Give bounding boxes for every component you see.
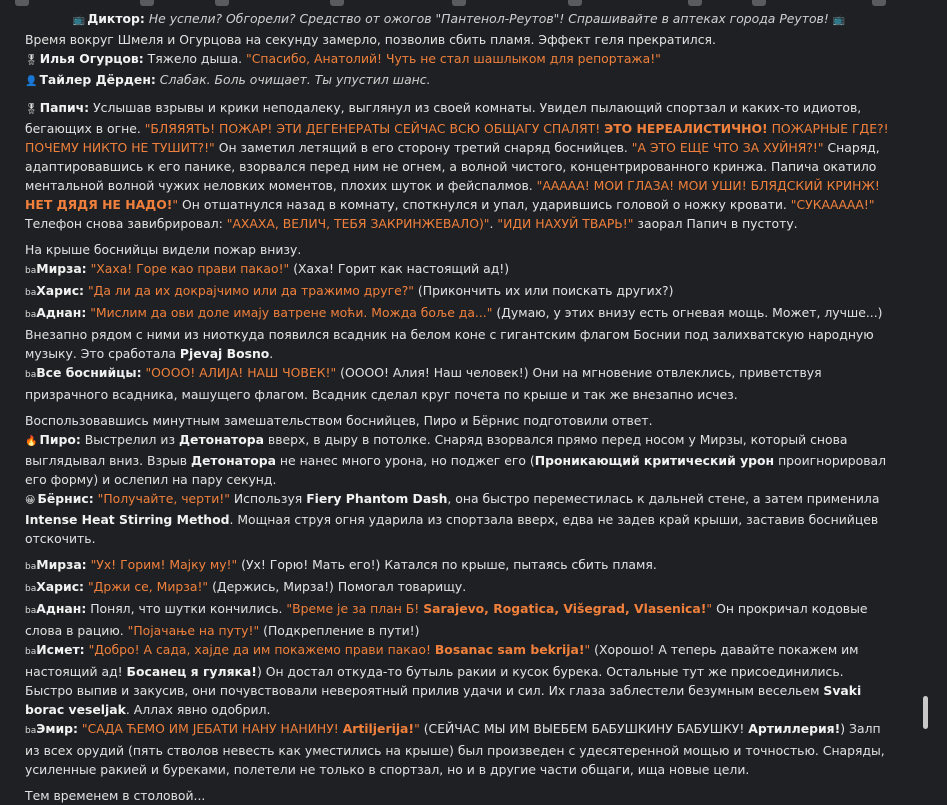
dialogue-line: baХарис: "Да ли да их докрајчимо или да тражимо друге?" (Прикончить их или поискать других?) [25, 283, 674, 298]
message-content [25, 9, 895, 805]
dialogue-line: baАднан: "Мислим да ови доле имају ватрене моћи. Можда боље да..." (Думаю, у этих внизу есть огневая мощь. Может, лучше...) [25, 305, 883, 320]
dialogue-line: baЭмир: "САДА ЋЕМО ИМ ЈЕБАТИ НАНУ НАНИНУ! Artiljerija!" (СЕЙЧАС МЫ ИМ ВЫЕБЕМ БАБУШКИНУ БАБУШКУ! Артиллерия!) Залп из всех орудий (пять стволов невесть как уместились на крыше) был произведен с удесятеренной мощью и точностью. Снаряды, усиленные ракией и буреками, полетели не только в спортзал, но и в другие части общаги, ища новые цели. [25, 721, 885, 777]
narration: Внезапно рядом с ними из ниоткуда появился всадник на белом коне с гигантским флагом Боснии под залихватскую народную музыку. Это сработала Pjevaj Bosno. [25, 327, 874, 361]
fire-icon: 🔥 [25, 436, 38, 447]
speaker-name: Аднан: [36, 305, 87, 320]
speaker-name: Аднан: [36, 601, 87, 616]
dialogue-line: baИсмет: "Добро! А сада, хајде да им покажемо прави пакао! Bosanac sam bekrija!" (Хорошо! А теперь давайте покажем им настоящий ад! Босанец я гуляка!) Он достал откуда-то бутыль ракии и кусок бурека. Остальные тут же присоединились. Быстро выпив и закусив, они почувствовали невероятный прилив удачи и сил. Их глаза заблестели безумным весельем Svaki borac veseljak. Аллах явно одобрил. [25, 642, 862, 717]
dialogue-line: 🎖 Папич: Услышав взрывы и крики неподалеку, выглянул из своей комнаты. Увидел пылающий спортзал и каких-то идиотов, бегающих в огне. "БЛЯЯЯТЬ! ПОЖАР! ЭТИ ДЕГЕНЕРАТЫ СЕЙЧАС ВСЮ ОБЩАГУ СПАЛЯТ! ЭТО НЕРЕАЛИСТИЧНО! ПОЖАРНЫЕ ГДЕ?! ПОЧЕМУ НИКТО НЕ ТУШИТ?!" Он заметил летящий в его сторону третий снаряд боснийцев. "А ЭТО ЕЩЕ ЧТО ЗА ХУЙНЯ?!" Снаряд, адаптировавшись к его панике, взорвался перед ним не огнем, а волной чистого, концентрированного кринжа. Папича окатило ментальной волной чужих неловких моментов, плохих шуток и фейспалмов. "ААААА! МОИ ГЛАЗА! МОИ УШИ! БЛЯДСКИЙ КРИНЖ! НЕТ ДЯДЯ НЕ НАДО!" Он отшатнулся назад в комнату, споткнулся и упал, ударившись головой о ножку кровати. "СУКААААА!" Телефон снова завибрировал: "АХАХА, ВЕЛИЧ, ТЕБЯ ЗАКРИНЖЕВАЛО)". "ИДИ НАХУЙ ТВАРЬ!" заорал Папич в пустоту. [25, 100, 889, 231]
medal-icon: 🎖 [25, 104, 38, 115]
toolbar-icon[interactable] [568, 0, 582, 6]
speaker-name: Эмир: [36, 721, 78, 736]
speaker-name: Харис: [36, 579, 85, 594]
flag-ba-icon: ba [25, 584, 37, 594]
speaker-name: Бёрнис: [37, 491, 94, 506]
toolbar-icon[interactable] [688, 0, 702, 6]
flag-ba-icon: ba [25, 606, 37, 616]
speaker-name: Харис: [36, 283, 85, 298]
speaker-name: Пиро: [39, 432, 81, 447]
dialogue-line: 😀 Бёрнис: "Получайте, черти!" Используя Fiery Phantom Dash, она быстро переместилась к дальней стене, а затем применила Intense Heat Stirring Method. Мощная струя огня ударила из спортзала вверх, едва не задев край крыши, заставив боснийцев отскочить. [25, 491, 880, 546]
speaker-name: Исмет: [36, 642, 85, 657]
flag-ba-icon: ba [25, 647, 37, 657]
dialogue-line: baАднан: Понял, что шутки кончились. "Време је за план Б! Sarajevo, Rogatica, Višegrad, Vlasenica!" Он прокричал кодовые слова в рацию. "Појачање на путу!" (Подкрепление в пути!) [25, 601, 868, 638]
speaker-name: Мирза: [36, 261, 87, 276]
speaker-name: Папич: [39, 100, 90, 115]
toolbar-icon[interactable] [140, 0, 154, 6]
speaker-name: Мирза: [36, 557, 87, 572]
narration: На крыше боснийцы видели пожар внизу. [25, 242, 302, 257]
flag-ba-icon: ba [25, 288, 37, 298]
medal-icon: 🎖 [25, 55, 38, 66]
speaker-name: Диктор: [87, 11, 145, 26]
narration: Воспользовавшись минутным замешательством боснийцев, Пиро и Бёрнис подготовили ответ. [25, 413, 653, 428]
dialogue-line: baМирза: "Ух! Горим! Мајку му!" (Ух! Горю! Мать его!) Катался по крыше, пытаясь сбить пламя. [25, 557, 657, 572]
toolbar-icon[interactable] [15, 0, 29, 6]
toolbar-icon[interactable] [330, 0, 344, 6]
flag-ba-icon: ba [25, 266, 37, 276]
dialogue-line: baХарис: "Држи се, Мирза!" (Держись, Мирза!) Помогал товарищу. [25, 579, 467, 594]
narration: Тем временем в столовой... [25, 788, 206, 803]
toolbar-icon[interactable] [872, 0, 886, 6]
dialogue-line: 🎖 Илья Огурцов: Тяжело дыша. "Спасибо, Анатолий! Чуть не стал шашлыком для репортажа!" [25, 51, 661, 66]
flag-ba-icon: ba [25, 370, 37, 380]
top-toolbar [0, 0, 947, 6]
dialogue-line: 🔥 Пиро: Выстрелил из Детонатора вверх, в дыру в потолке. Снаряд взорвался прямо перед носом у Мирзы, который снова выглядывал вниз. Взрыв Детонатора не нанес много урона, но поджег его (Проникающий критический урон проигнорировал его форму) и ослепил на пару секунд. [25, 432, 887, 487]
speaker-name: Илья Огурцов: [39, 51, 144, 66]
speaker-name: Все боснийцы: [36, 365, 142, 380]
toolbar-icon[interactable] [752, 0, 766, 6]
speaker-name: Тайлер Дёрден: [39, 72, 156, 87]
dialogue-line: baВсе боснийцы: "ОООО! АЛИЈА! НАШ ЧОВЕК!" (ОООО! Алия! Наш человек!) Они на мгновение отвлеклись, приветствуя призрачного всадника, машущего флагом. Всадник сделал круг почета по крыше и так же внезапно исчез. [25, 365, 822, 402]
dialogue-line: 👤 Тайлер Дёрден: Слабак. Боль очищает. Ты упустил шанс. [25, 72, 431, 87]
smiley-icon: 😀 [25, 495, 36, 506]
tv-icon: 📺 [832, 15, 846, 26]
flag-ba-icon: ba [25, 310, 37, 320]
flag-ba-icon: ba [25, 562, 37, 572]
toolbar-icon[interactable] [215, 0, 229, 6]
scrollbar-thumb[interactable] [923, 696, 928, 729]
tv-icon: 📺 [72, 15, 86, 26]
announcer-line: 📺 Диктор: Не успели? Обгорели? Средство от ожогов "Пантенол-Реутов"! Спрашивайте в аптеках города Реутов! 📺 [72, 11, 846, 26]
narration: Время вокруг Шмеля и Огурцова на секунду замерло, позволив сбить пламя. Эффект геля прекратился. [25, 32, 716, 47]
flag-ba-icon: ba [25, 726, 37, 736]
toolbar-icon[interactable] [452, 0, 466, 6]
dialogue-line: baМирза: "Хаха! Горе као прави пакао!" (Хаха! Горит как настоящий ад!) [25, 261, 510, 276]
person-icon: 👤 [25, 76, 38, 87]
